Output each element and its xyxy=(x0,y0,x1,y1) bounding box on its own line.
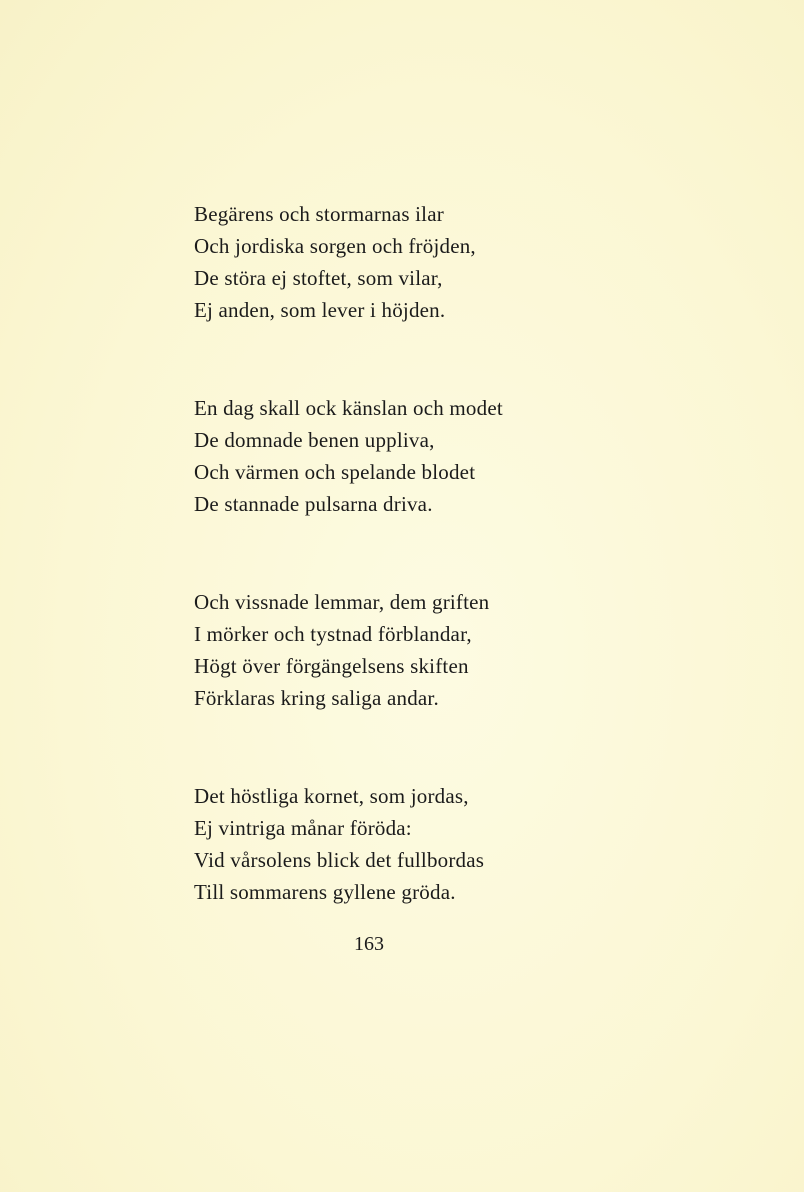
poem-line: De störa ej stoftet, som vilar, xyxy=(194,266,443,290)
poem-line: Ej vintriga månar föröda: xyxy=(194,816,412,840)
poem-line: I mörker och tystnad förblandar, xyxy=(194,622,472,646)
poem-line: Förklaras kring saliga andar. xyxy=(194,686,439,710)
poem-line: De domnade benen uppliva, xyxy=(194,428,435,452)
poem-line: Högt över förgängelsens skiften xyxy=(194,654,469,678)
stanza-4 xyxy=(194,780,754,908)
poem xyxy=(194,198,754,908)
poem-line: Och vissnade lemmar, dem griften xyxy=(194,590,490,614)
poem-line: Och värmen och spelande blodet xyxy=(194,460,476,484)
stanza-3 xyxy=(194,586,754,714)
poem-line: Vid vårsolens blick det fullbordas xyxy=(194,848,485,872)
poem-line: Ej anden, som lever i höjden. xyxy=(194,298,446,322)
poem-line: Till sommarens gyllene gröda. xyxy=(194,880,456,904)
poem-line: Och jordiska sorgen och fröjden, xyxy=(194,234,476,258)
stanza-1 xyxy=(194,198,754,326)
page-number: 163 xyxy=(354,933,384,955)
poem-line: En dag skall ock känslan och modet xyxy=(194,396,503,420)
poem-line: De stannade pulsarna driva. xyxy=(194,492,433,516)
poem-line: Begärens och stormarnas ilar xyxy=(194,202,444,226)
poem-line: Det höstliga kornet, som jordas, xyxy=(194,784,469,808)
stanza-2 xyxy=(194,392,754,520)
